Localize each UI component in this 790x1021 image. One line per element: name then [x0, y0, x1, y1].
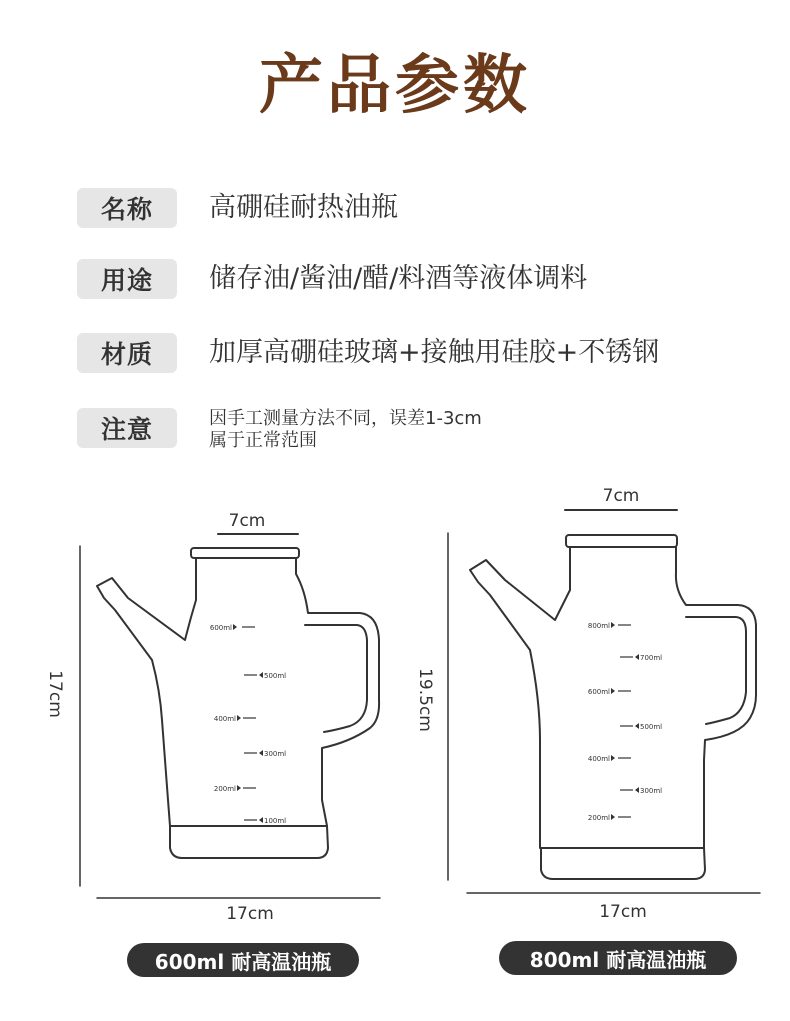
svg-text:200ml: 200ml	[587, 814, 610, 822]
bottle-600-caption: 600ml 耐高温油瓶	[127, 943, 359, 977]
graduation-mark	[588, 814, 631, 822]
bottle-600-outline	[97, 548, 379, 858]
graduation-mark	[588, 688, 631, 696]
bottle-600-graduations	[210, 624, 286, 825]
graduation-mark	[244, 750, 286, 758]
note-line: 因手工测量方法不同，误差1-3cm	[209, 408, 482, 429]
graduation-mark	[620, 723, 662, 731]
graduation-mark	[244, 672, 286, 680]
graduation-mark	[214, 715, 256, 723]
bottle-800-outline	[470, 535, 756, 879]
spec-value: 储存油/酱油/醋/料酒等液体调料	[209, 263, 588, 294]
svg-text:700ml: 700ml	[640, 654, 663, 662]
bottle-800-graduations	[588, 622, 662, 822]
graduation-mark	[620, 654, 662, 662]
spec-label: 注意	[77, 408, 177, 448]
svg-text:300ml: 300ml	[264, 750, 287, 758]
bottle-600-base-label: 17cm	[226, 904, 274, 924]
svg-text:200ml: 200ml	[213, 785, 236, 793]
spec-label: 材质	[77, 333, 177, 373]
spec-value: 高硼硅耐热油瓶	[209, 192, 398, 223]
bottle-600-width-label: 7cm	[228, 511, 266, 531]
svg-text:400ml: 400ml	[213, 715, 236, 723]
spec-value: 加厚高硼硅玻璃+接触用硅胶+不锈钢	[209, 337, 660, 368]
graduation-mark	[210, 624, 255, 632]
bottle-800-base-label: 17cm	[599, 902, 647, 922]
svg-text:100ml: 100ml	[264, 817, 287, 825]
note-line: 属于正常范围	[209, 430, 317, 451]
spec-label: 用途	[77, 259, 177, 299]
svg-text:500ml: 500ml	[640, 723, 663, 731]
graduation-mark	[588, 755, 631, 763]
svg-text:300ml: 300ml	[640, 787, 663, 795]
bottle-600-height-label: 17cm	[45, 670, 65, 718]
bottle-800-width-label: 7cm	[602, 486, 640, 506]
svg-text:400ml: 400ml	[587, 755, 610, 763]
graduation-mark	[588, 622, 631, 630]
page-title: 产品参数	[259, 49, 531, 123]
svg-text:500ml: 500ml	[264, 672, 287, 680]
svg-text:600ml: 600ml	[587, 688, 610, 696]
bottle-800-height-label: 19.5cm	[415, 668, 435, 732]
svg-text:800ml: 800ml	[587, 622, 610, 630]
graduation-mark	[620, 787, 662, 795]
graduation-mark	[244, 817, 286, 825]
graduation-mark	[214, 785, 256, 793]
svg-text:600ml: 600ml	[209, 624, 232, 632]
bottle-800-caption: 800ml 耐高温油瓶	[499, 941, 737, 975]
spec-label: 名称	[77, 188, 177, 228]
